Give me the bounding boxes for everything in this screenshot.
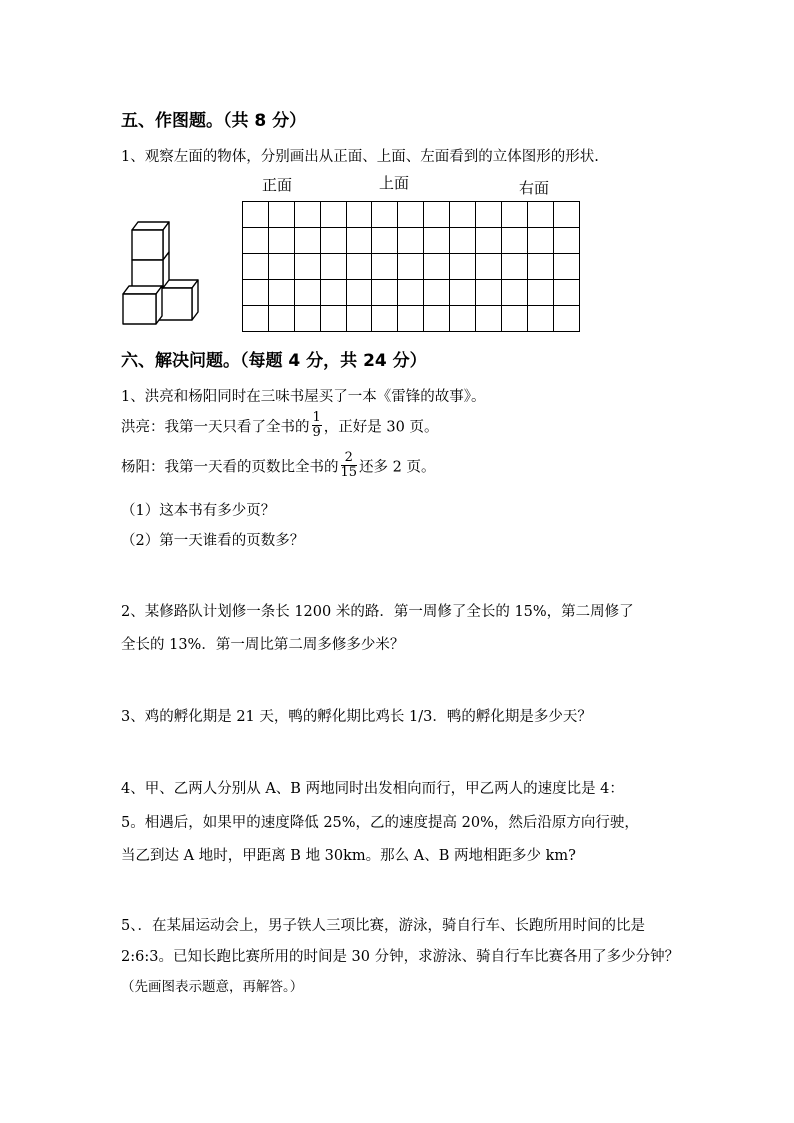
grid-cell xyxy=(424,306,450,332)
grid-cell xyxy=(424,202,450,228)
cube-bottom-front xyxy=(123,294,156,324)
grid-cell xyxy=(269,254,295,280)
grid-cell xyxy=(528,254,554,280)
grid-cell xyxy=(554,228,580,254)
grid-cell xyxy=(502,254,528,280)
grid-cell xyxy=(243,228,269,254)
grid-cell xyxy=(424,280,450,306)
fraction-denominator: 9 xyxy=(312,425,321,440)
grid-cell xyxy=(398,254,424,280)
section-5-heading: 五、作图题。（共 8 分） xyxy=(121,111,307,131)
question-6-5-line-1: 5、．在某届运动会上，男子铁人三项比赛，游泳，骑自行车、长跑所用时间的比是 xyxy=(121,918,645,934)
question-6-3-line-1: 3、鸡的孵化期是 21 天，鸭的孵化期比鸡长 1/3．鸭的孵化期是多少天？ xyxy=(121,709,592,725)
grid-cell xyxy=(347,306,373,332)
drawing-grid xyxy=(242,201,580,332)
grid-cell xyxy=(372,280,398,306)
question-6-1-sub-2: （2）第一天谁看的页数多？ xyxy=(121,533,305,549)
grid-cell xyxy=(554,306,580,332)
grid-cell xyxy=(269,202,295,228)
question-6-2-line-2: 全长的 13%．第一周比第二周多修多少米？ xyxy=(121,637,405,653)
question-6-1-yangyang xyxy=(121,450,436,482)
question-6-5-line-3: （先画图表示题意，再解答。） xyxy=(121,979,304,995)
grid-cell xyxy=(476,280,502,306)
fraction-one-ninth xyxy=(312,411,322,440)
grid-cell xyxy=(502,280,528,306)
grid-cell xyxy=(269,306,295,332)
cube-top-front xyxy=(132,230,163,260)
question-6-1-hongliang xyxy=(121,410,439,442)
grid-cell xyxy=(528,306,554,332)
question-6-1-sub-1: （1）这本书有多少页？ xyxy=(121,503,276,519)
cube-bottom-side xyxy=(156,286,162,324)
grid-cell xyxy=(398,306,424,332)
cube-right-side xyxy=(192,280,198,320)
fraction-denominator: 15 xyxy=(340,465,358,480)
grid-cell xyxy=(243,254,269,280)
fraction-two-fifteenths xyxy=(341,451,358,480)
grid-cell xyxy=(347,254,373,280)
grid-cell xyxy=(295,280,321,306)
grid-cell xyxy=(476,254,502,280)
grid-cell xyxy=(502,228,528,254)
yangyang-text-after: 还多 2 页。 xyxy=(359,459,436,476)
grid-cell xyxy=(502,202,528,228)
question-6-2-line-1: 2、某修路队计划修一条长 1200 米的路．第一周修了全长的 15%，第二周修了 xyxy=(121,604,634,620)
grid-cell xyxy=(243,306,269,332)
grid-cell xyxy=(554,254,580,280)
question-6-4-line-2: 5。相遇后，如果甲的速度降低 25%，乙的速度提高 20%，然后沿原方向行驶， xyxy=(121,815,639,831)
grid-cell xyxy=(372,228,398,254)
grid-cell xyxy=(398,280,424,306)
hongliang-text-before: 洪亮：我第一天只看了全书的 xyxy=(121,419,310,436)
grid-cell xyxy=(295,228,321,254)
grid-cell xyxy=(321,228,347,254)
grid-cell xyxy=(450,280,476,306)
grid-cell xyxy=(450,202,476,228)
question-6-4-line-3: 当乙到达 A 地时，甲距离 B 地 30km。那么 A、B 两地相距多少 km? xyxy=(121,848,576,864)
grid-cell xyxy=(269,228,295,254)
grid-cell xyxy=(243,202,269,228)
grid-cell xyxy=(321,306,347,332)
cube-stack-figure xyxy=(118,216,208,328)
grid-cell xyxy=(476,306,502,332)
grid-cell xyxy=(476,228,502,254)
label-right-view: 右面 xyxy=(519,179,550,197)
grid-cell xyxy=(321,202,347,228)
grid-cell xyxy=(321,280,347,306)
question-6-4-line-1: 4、甲、乙两人分别从 A、B 两地同时出发相向而行，甲乙两人的速度比是 4： xyxy=(121,781,624,797)
grid-cell xyxy=(450,228,476,254)
grid-cell xyxy=(295,254,321,280)
grid-cell xyxy=(347,280,373,306)
label-top-view: 上面 xyxy=(379,174,410,192)
grid-cell xyxy=(295,306,321,332)
grid-cell xyxy=(243,280,269,306)
grid-cell xyxy=(502,306,528,332)
fraction-numerator: 2 xyxy=(341,451,358,466)
grid-cell xyxy=(295,202,321,228)
grid-cell xyxy=(450,306,476,332)
question-5-1-text: 1、观察左面的物体，分别画出从正面、上面、左面看到的立体图形的形状. xyxy=(121,149,599,165)
grid-cell xyxy=(450,254,476,280)
grid-cell xyxy=(347,228,373,254)
grid-cell xyxy=(372,254,398,280)
grid-cell xyxy=(321,254,347,280)
grid-cell xyxy=(528,202,554,228)
grid-cell xyxy=(347,202,373,228)
question-6-5-line-2: 2:6:3。已知长跑比赛所用的时间是 30 分钟，求游泳、骑自行车比赛各用了多少分钟？ xyxy=(121,949,680,965)
question-6-1-intro: 1、洪亮和杨阳同时在三味书屋买了一本《雷锋的故事》。 xyxy=(121,389,486,405)
grid-cell xyxy=(528,228,554,254)
grid-cell xyxy=(424,254,450,280)
grid-cell xyxy=(554,280,580,306)
section-6-heading: 六、解决问题。（每题 4 分，共 24 分） xyxy=(121,351,427,371)
grid-cell xyxy=(554,202,580,228)
cube-middle-front xyxy=(132,260,163,288)
grid-cell xyxy=(528,280,554,306)
cube-right-front xyxy=(159,288,192,320)
grid-cell xyxy=(424,228,450,254)
label-front-view: 正面 xyxy=(262,176,293,194)
grid-cell xyxy=(398,228,424,254)
grid-cell xyxy=(372,306,398,332)
yangyang-text-before: 杨阳：我第一天看的页数比全书的 xyxy=(121,459,339,476)
hongliang-text-after: ，正好是 30 页。 xyxy=(323,419,439,436)
grid-cell xyxy=(372,202,398,228)
grid-cell xyxy=(476,202,502,228)
grid-cell xyxy=(398,202,424,228)
grid-cell xyxy=(269,280,295,306)
fraction-numerator: 1 xyxy=(312,410,321,425)
